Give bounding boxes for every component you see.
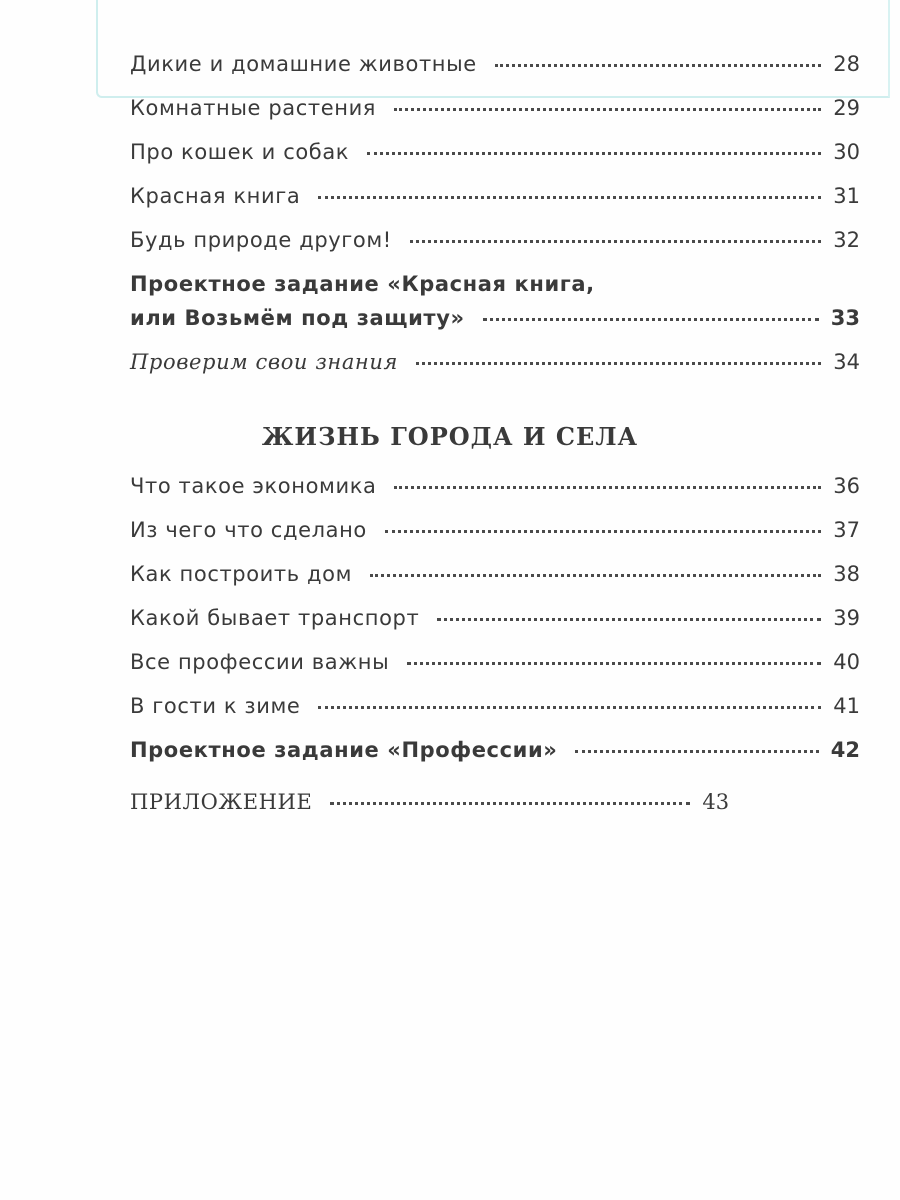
toc-entry-page: 43	[702, 790, 730, 814]
toc-entry-title-line2: или Возьмём под защиту»	[130, 306, 465, 330]
dot-leader	[385, 530, 821, 533]
toc-entry-page: 38	[833, 562, 860, 586]
toc-entry[interactable]	[130, 96, 860, 140]
toc-entry-title: Про кошек и собак	[130, 140, 350, 164]
toc-entry[interactable]	[130, 562, 860, 606]
toc-entry-page: 40	[833, 650, 860, 674]
section-heading: ЖИЗНЬ ГОРОДА И СЕЛА	[261, 422, 639, 451]
dot-leader	[495, 64, 821, 67]
toc-entry-line2	[130, 306, 860, 350]
toc-entry-page: 41	[833, 694, 860, 718]
dot-leader	[367, 152, 821, 155]
toc-entry-title: Из чего что сделано	[130, 518, 367, 542]
toc-entry-page: 34	[833, 350, 860, 374]
dot-leader	[410, 240, 821, 243]
toc-entry-title: Как построить дом	[130, 562, 353, 586]
dot-leader	[318, 706, 821, 709]
dot-leader	[318, 196, 821, 199]
toc-entry-project-red-book[interactable]	[130, 272, 860, 350]
toc-entry[interactable]	[130, 184, 860, 228]
toc-entry-page: 28	[833, 52, 860, 76]
toc-entry-appendix[interactable]	[130, 790, 860, 834]
toc-entry-project-professions[interactable]	[130, 738, 860, 790]
toc-entry[interactable]	[130, 694, 860, 738]
toc-entry-page: 29	[833, 96, 860, 120]
toc-entry[interactable]	[130, 606, 860, 650]
toc-entry-page: 32	[833, 228, 860, 252]
toc-entry-title: Комнатные растения	[130, 96, 377, 120]
toc-entry[interactable]	[130, 228, 860, 272]
toc-entry-title: Проектное задание «Профессии»	[130, 738, 558, 762]
toc-entry-title-line1: Проектное задание «Красная книга,	[130, 272, 595, 296]
toc-entry-title: В гости к зиме	[130, 694, 301, 718]
dot-leader	[394, 486, 821, 489]
toc-entry[interactable]	[130, 650, 860, 694]
dot-leader	[407, 662, 821, 665]
toc-entry-title: Красная книга	[130, 184, 301, 208]
toc-entry-page: 42	[830, 738, 860, 762]
toc-entry-page: 37	[833, 518, 860, 542]
toc-entry-title: Какой бывает транспорт	[130, 606, 420, 630]
dot-leader	[370, 574, 821, 577]
toc-entry-page: 33	[830, 306, 860, 330]
toc-entry-page: 31	[833, 184, 860, 208]
toc-entry-title: Проверим свои знания	[130, 350, 398, 374]
dot-leader	[416, 362, 821, 365]
toc-entry-page: 36	[833, 474, 860, 498]
dot-leader	[437, 618, 821, 621]
toc-entry-title: Все профессии важны	[130, 650, 390, 674]
table-of-contents	[130, 52, 860, 834]
toc-entry[interactable]	[130, 474, 860, 518]
toc-entry[interactable]	[130, 518, 860, 562]
dot-leader	[483, 318, 819, 321]
dot-leader	[575, 750, 818, 753]
toc-entry-title: Дикие и домашние животные	[130, 52, 477, 76]
toc-entry-title: Будь природе другом!	[130, 228, 392, 252]
dot-leader	[330, 802, 690, 805]
toc-entry-check[interactable]	[130, 350, 860, 422]
dot-leader	[394, 108, 821, 111]
toc-entry-page: 39	[833, 606, 860, 630]
toc-entry-title: Что такое экономика	[130, 474, 377, 498]
toc-entry-title: ПРИЛОЖЕНИЕ	[130, 790, 313, 814]
toc-entry[interactable]	[130, 52, 860, 96]
toc-entry-page: 30	[833, 140, 860, 164]
toc-entry[interactable]	[130, 140, 860, 184]
